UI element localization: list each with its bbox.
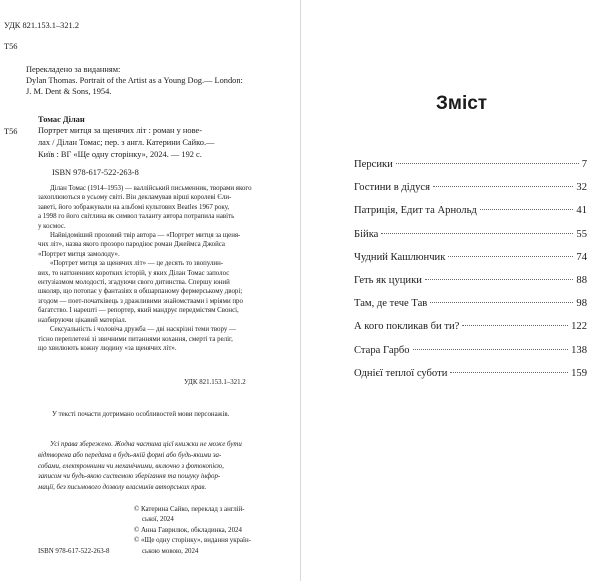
toc-item-title: Стара Гарбо [354, 344, 410, 356]
copyright-line: © «Ще одну сторінку», видання україн- [134, 537, 251, 545]
rights-notice [38, 440, 254, 494]
copyright-line: © Катерина Сайко, переклад з англій- [134, 506, 245, 513]
contents-list [354, 159, 587, 391]
annotation-line: «Портрет митця замолоду». [38, 250, 120, 258]
language-note: У тексті почасти дотримано особливостей мови персонажів. [52, 411, 230, 418]
toc-leader [462, 325, 568, 326]
rights-line: собами, електронними чи механічними, включно з фотокопією, [38, 462, 224, 470]
toc-item-page: 41 [576, 205, 587, 217]
annotation-line: вих, то натхненних коротких історій, у яких Ділан Томас заполос [38, 269, 230, 277]
annotation-line: Ділан Томас (1914–1953) — валлійський письменник, творами якого [50, 185, 252, 192]
contents-title: Зміст [436, 93, 488, 114]
toc-item-title: Чудний Кашлюнчик [354, 251, 446, 263]
toc-item-page: 122 [571, 321, 587, 333]
imprint-page [0, 0, 296, 581]
toc-item-page: 159 [571, 367, 587, 379]
source-label: Перекладено за виданням: [26, 65, 121, 74]
toc-item[interactable] [354, 298, 587, 321]
annotation-line: захоплюються в усьому світі. Він декламував вірші королеві Єли- [38, 194, 232, 202]
toc-item[interactable] [354, 229, 587, 252]
annotation-line: Найвідоміший прозовий твір автора — «Портрет митця за щеня- [50, 232, 241, 240]
toc-item-page: 98 [576, 298, 587, 310]
author-heading: Томас Ділан [38, 115, 85, 124]
toc-item[interactable] [354, 159, 587, 182]
isbn-bottom: ISBN 978-617-522-263-8 [38, 548, 110, 555]
toc-leader [480, 209, 574, 210]
toc-item-title: Бійка [354, 228, 379, 240]
isbn-top: ISBN 978-617-522-263-8 [52, 168, 139, 177]
toc-item-title: А кого покликав би ти? [354, 321, 460, 333]
source-line-2: J. M. Dent & Sons, 1954. [26, 87, 112, 96]
toc-item[interactable] [354, 205, 587, 228]
copyright-line: ської, 2024 [142, 516, 174, 524]
toc-leader [448, 256, 573, 257]
toc-item-page: 74 [576, 251, 587, 263]
toc-item-page: 138 [571, 344, 587, 356]
toc-item[interactable] [354, 321, 587, 344]
bibliographic-description [38, 125, 214, 161]
annotation-line: «Портрет митця за щенячих літ» — це десять то звопулин- [50, 260, 224, 268]
rights-line: записом чи будь-якою системою зберігання та пошуку інфор- [38, 473, 221, 481]
annotation-line: у космос. [38, 222, 66, 230]
toc-item-title: Геть як цуцики [354, 274, 422, 286]
toc-item-title: Патриція, Едит та Арнольд [354, 205, 477, 217]
bbk-code-top: Т56 [4, 42, 18, 51]
annotation-line: чих літ», назва якого прозоро пародіює роман Джеймса Джойса [38, 241, 225, 249]
annotation-line: назбируючи цікавий матеріал. [38, 316, 127, 324]
annotation-line: Сексуальність і чоловіча дружба — дві наскрізні теми твору — [50, 326, 236, 334]
rights-line: мації, без письмового дозволу власників авторських прав. [38, 484, 207, 492]
annotation-line: багатство. І нарешті — репортер, який мандрує передмістям Свонсі, [38, 307, 239, 315]
source-line-1: Dylan Thomas. Portrait of the Artist as a Young Dog.— London: [26, 76, 243, 85]
udc-code-top: УДК 821.153.1–321.2 [4, 21, 80, 30]
toc-item-title: Персики [354, 159, 393, 170]
copyright-line: ською мовою, 2024 [142, 547, 199, 555]
annotation-line: згодом — поет-початківець з дражливими знайомствами і мріями про [38, 297, 243, 305]
toc-item-page: 7 [581, 159, 587, 170]
toc-leader [396, 163, 579, 164]
description-line: Портрет митця за щенячих літ : роман у нове- [38, 126, 202, 135]
annotation-line: а 1998 го його світлина як символ таланту автора потрапила навіть [38, 213, 235, 221]
toc-leader [381, 233, 573, 234]
annotation-line: школяр, що потопає у фантазіях в обшарпаному фермерському дворі; [38, 288, 243, 296]
rights-line: Усі права збережено. Жодна частина цієї книжки не може бути [50, 441, 242, 448]
toc-item-title: Однієї теплої суботи [354, 367, 448, 379]
toc-leader [425, 279, 573, 280]
toc-item[interactable] [354, 182, 587, 205]
annotation-line: ентузіазмом молодості, згадуючи свого дитинства. Спершу юний [38, 279, 230, 287]
toc-leader [450, 372, 568, 373]
toc-leader [433, 186, 573, 187]
copyright-list [134, 505, 284, 557]
copyright-line: © Анна Гаврилюк, обкладинка, 2024 [134, 526, 242, 534]
annotation [38, 184, 272, 353]
toc-leader [413, 349, 569, 350]
toc-item-page: 55 [576, 228, 587, 240]
toc-item[interactable] [354, 368, 587, 391]
toc-item[interactable] [354, 345, 587, 368]
toc-item-page: 88 [576, 274, 587, 286]
annotation-line: заветі, його зображували на альбомі культових Beatles 1967 року, [38, 203, 230, 211]
toc-item-title: Там, де тече Тав [354, 298, 428, 310]
toc-item[interactable] [354, 275, 587, 298]
udc-code-bottom: УДК 821.153.1–321.2 [184, 379, 246, 386]
annotation-line: що хвилюють кожну людину «за щенячих літ». [38, 344, 177, 352]
rights-line: відтворена або передана в будь-якій формі або будь-якими за- [38, 451, 222, 459]
toc-item-title: Гостини в дідуся [354, 182, 430, 194]
description-line: Київ : ВГ «Ще одну сторінку», 2024. — 192 с. [38, 150, 202, 159]
contents-page [301, 0, 600, 581]
description-line: лах / Ділан Томас; пер. з англ. Катерини Сайко.— [38, 138, 215, 147]
bbk-mark: Т56 [4, 127, 18, 136]
toc-item-page: 32 [576, 182, 587, 194]
toc-leader [430, 302, 573, 303]
toc-item[interactable] [354, 252, 587, 275]
annotation-line: тісно переплетені зі звичними питаннями кохання, смерті та реліг, [38, 335, 233, 343]
